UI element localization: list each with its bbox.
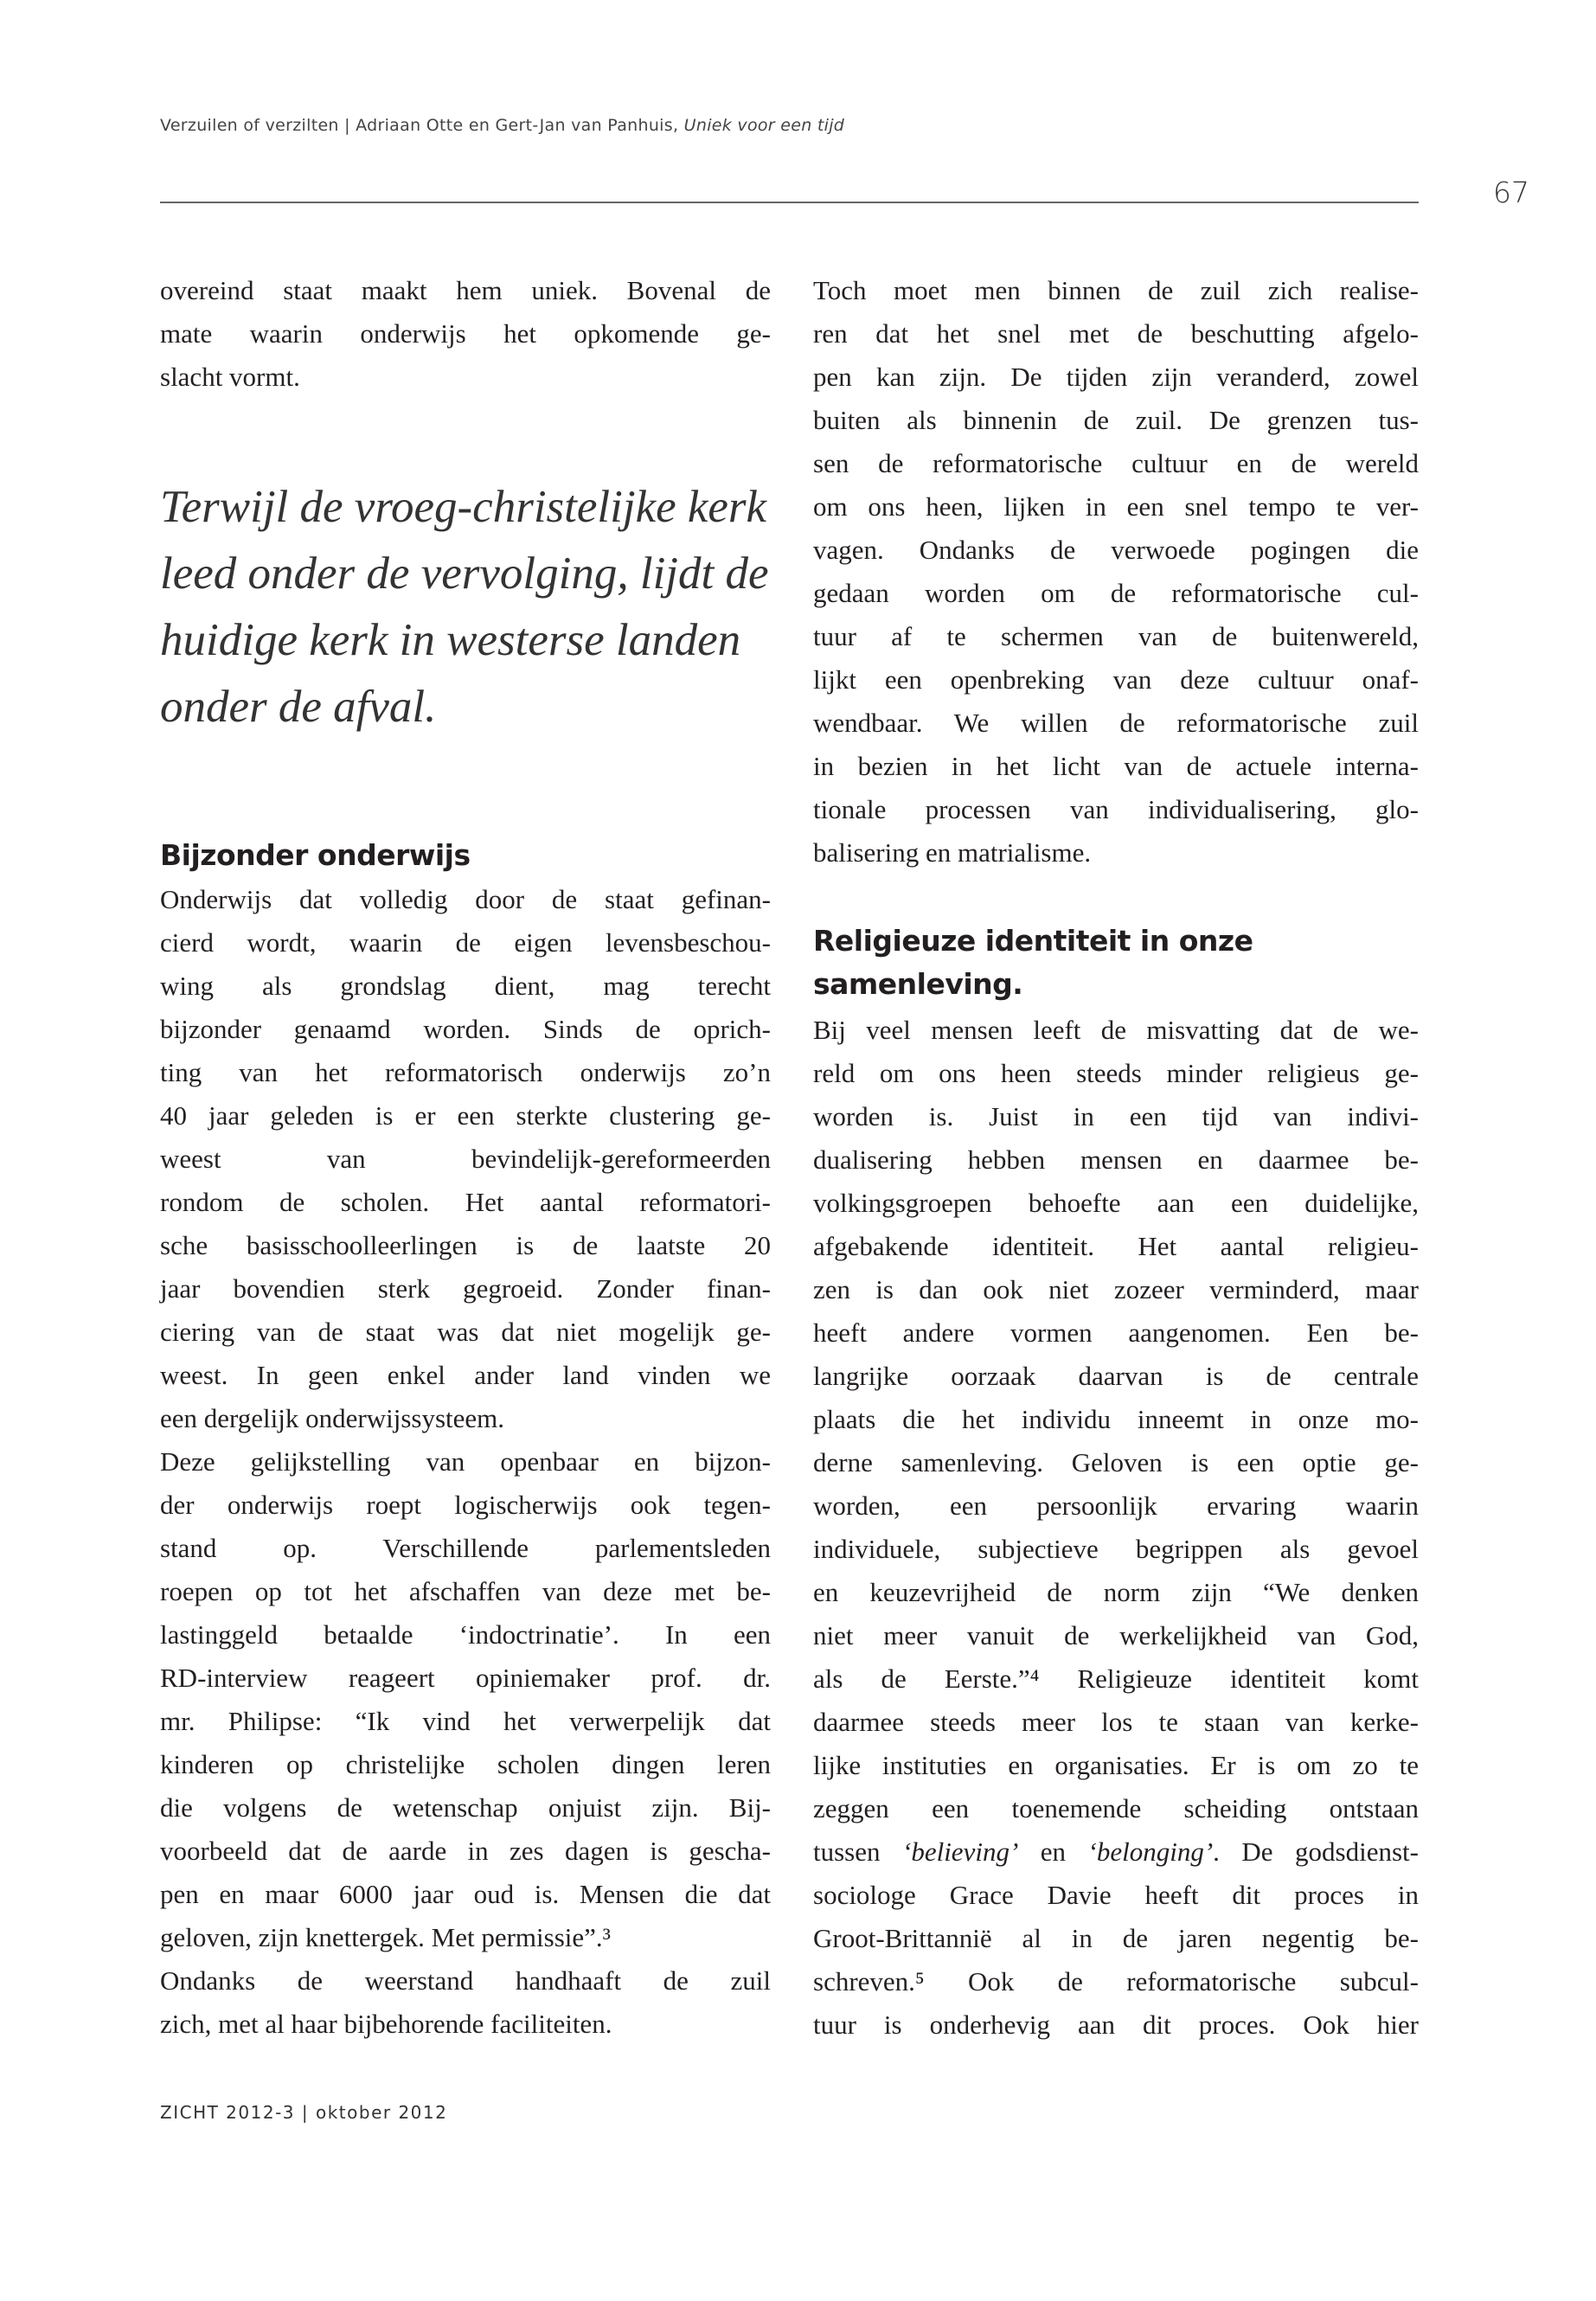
- quote-line: leed onder de vervolging, lijdt de: [160, 548, 769, 599]
- text-line: dualisering hebben mensen en daarmee be-: [813, 1144, 1419, 1175]
- text-line: weest. In geen enkel ander land vinden we: [160, 1360, 771, 1390]
- text-line: heeft andere vormen aangenomen. Een be-: [813, 1317, 1419, 1348]
- text-line: RD-interview reageert opiniemaker prof. dr.: [160, 1663, 771, 1693]
- text-segment: tussen: [813, 1836, 902, 1867]
- text-line: worden is. Juist in een tijd van indivi-: [813, 1101, 1419, 1131]
- text-line: gedaan worden om de reformatorische cul-: [813, 578, 1419, 608]
- running-header: [160, 116, 844, 135]
- header-section: Verzuilen of verzilten: [160, 116, 339, 135]
- text-line: mate waarin onderwijs het opkomende ge-: [160, 318, 771, 349]
- text-line: sociologe Grace Davie heeft dit proces in: [813, 1880, 1419, 1910]
- text-line: bijzonder genaamd worden. Sinds de oprich-: [160, 1014, 771, 1044]
- header-separator: |: [344, 116, 350, 135]
- text-line: der onderwijs roept logischerwijs ook tegen-: [160, 1490, 771, 1520]
- text-line: [813, 1830, 1419, 1874]
- text-line: jaar bovendien sterk gegroeid. Zonder finan-: [160, 1273, 771, 1304]
- text-line: Toch moet men binnen de zuil zich realise-: [813, 275, 1419, 305]
- text-line: om ons heen, lijken in een snel tempo te ver-: [813, 491, 1419, 522]
- text-line: cierd wordt, waarin de eigen levensbeschou-: [160, 927, 771, 958]
- quote-line: onder de afval.: [160, 682, 437, 732]
- text-line: slacht vormt.: [160, 362, 300, 392]
- text-line: lijkt een openbreking van deze cultuur onaf-: [813, 664, 1419, 695]
- text-line: reld om ons heen steeds minder religieus ge-: [813, 1058, 1419, 1088]
- footer-issue: ZICHT 2012-3 | oktober 2012: [160, 2102, 448, 2123]
- right-body-paragraph: [813, 1009, 1419, 2047]
- text-line: wing als grondslag dient, mag terecht: [160, 971, 771, 1001]
- text-line: pen kan zijn. De tijden zijn veranderd, zowel: [813, 362, 1419, 392]
- text-line: plaats die het individu inneemt in onze mo-: [813, 1404, 1419, 1434]
- text-line: lastinggeld betaalde ‘indoctrinatie’. In een: [160, 1619, 771, 1650]
- paragraph: [160, 1959, 771, 2046]
- text-line: daarmee steeds meer los te staan van kerke-: [813, 1707, 1419, 1737]
- right-intro-paragraph: [813, 269, 1419, 875]
- text-line: als de Eerste.”⁴ Religieuze identiteit komt: [813, 1663, 1419, 1694]
- text-line: individuele, subjectieve begrippen als gevoel: [813, 1534, 1419, 1564]
- text-line: zich, met al haar bijbehorende faciliteiten.: [160, 2009, 612, 2039]
- text-line: rondom de scholen. Het aantal reformatori-: [160, 1187, 771, 1217]
- text-line: buiten als binnenin de zuil. De grenzen tus-: [813, 405, 1419, 435]
- text-line: in bezien in het licht van de actuele interna-: [813, 751, 1419, 781]
- quote-line: Terwijl de vroeg-christelijke kerk: [160, 482, 767, 532]
- left-intro-paragraph: [160, 269, 771, 399]
- text-line: kinderen op christelijke scholen dingen leren: [160, 1749, 771, 1779]
- header-article-title: Uniek voor een tijd: [683, 116, 845, 135]
- text-line: Bij veel mensen leeft de misvatting dat de we-: [813, 1015, 1419, 1045]
- section-heading-religieuze-identiteit: [813, 920, 1253, 1006]
- text-line: stand op. Verschillende parlementsleden: [160, 1533, 771, 1563]
- text-line: mr. Philipse: “Ik vind het verwerpelijk dat: [160, 1706, 771, 1736]
- left-body: [160, 878, 771, 2046]
- text-line: worden, een persoonlijk ervaring waarin: [813, 1490, 1419, 1521]
- header-rule: [160, 202, 1419, 203]
- text-line: ciering van de staat was dat niet mogelijk ge-: [160, 1317, 771, 1347]
- text-line: overeind staat maakt hem uniek. Bovenal de: [160, 275, 771, 305]
- italic-term: ‘believing’: [902, 1836, 1019, 1867]
- text-line: langrijke oorzaak daarvan is de centrale: [813, 1361, 1419, 1391]
- paragraph: [160, 878, 771, 1440]
- text-line: die volgens de wetenschap onjuist zijn. Bij-: [160, 1792, 771, 1823]
- text-line: tuur af te schermen van de buitenwereld,: [813, 621, 1419, 651]
- text-line: voorbeeld dat de aarde in zes dagen is gescha-: [160, 1836, 771, 1866]
- pull-quote: [160, 474, 769, 740]
- text-line: afgebakende identiteit. Het aantal religieu-: [813, 1231, 1419, 1261]
- heading-line: Religieuze identiteit in onze: [813, 924, 1253, 958]
- text-line: een dergelijk onderwijssysteem.: [160, 1403, 505, 1433]
- text-segment: . De godsdienst-: [1213, 1836, 1419, 1867]
- italic-term: ‘belonging’: [1087, 1836, 1214, 1867]
- heading-line: samenleving.: [813, 967, 1023, 1001]
- text-line: zen is dan ook niet zozeer verminderd, maar: [813, 1274, 1419, 1304]
- text-line: roepen op tot het afschaffen van deze met be-: [160, 1576, 771, 1606]
- text-line: balisering en matrialisme.: [813, 837, 1092, 868]
- text-line: tionale processen van individualisering, glo-: [813, 794, 1419, 824]
- text-line: wendbaar. We willen de reformatorische zuil: [813, 708, 1419, 738]
- text-segment: en: [1018, 1836, 1088, 1867]
- paragraph: [160, 1440, 771, 1959]
- text-line: en keuzevrijheid de norm zijn “We denken: [813, 1577, 1419, 1607]
- text-line: Deze gelijkstelling van openbaar en bijzon-: [160, 1446, 771, 1477]
- text-line: schreven.⁵ Ook de reformatorische subcul-: [813, 1966, 1419, 1997]
- text-line: geloven, zijn knettergek. Met permissie”.³: [160, 1922, 611, 1952]
- text-line: derne samenleving. Geloven is een optie ge-: [813, 1447, 1419, 1477]
- text-line: Onderwijs dat volledig door de staat gefinan-: [160, 884, 771, 914]
- quote-line: huidige kerk in westerse landen: [160, 615, 741, 665]
- text-line: lijke instituties en organisaties. Er is om zo te: [813, 1750, 1419, 1780]
- text-line: ting van het reformatorisch onderwijs zo’n: [160, 1057, 771, 1087]
- text-line: niet meer vanuit de werkelijkheid van God,: [813, 1620, 1419, 1650]
- text-line: sche basisschoolleerlingen is de laatste 20: [160, 1230, 771, 1260]
- header-authors: Adriaan Otte en Gert-Jan van Panhuis,: [356, 116, 679, 135]
- text-line: volkingsgroepen behoefte aan een duidelijke,: [813, 1188, 1419, 1218]
- text-line: 40 jaar geleden is er een sterkte clustering ge-: [160, 1100, 771, 1131]
- text-line: sen de reformatorische cultuur en de wereld: [813, 448, 1419, 478]
- text-line: zeggen een toenemende scheiding ontstaan: [813, 1793, 1419, 1823]
- page-number: 67: [1493, 176, 1529, 209]
- text-line: weest van bevindelijk-gereformeerden: [160, 1144, 771, 1174]
- text-line: pen en maar 6000 jaar oud is. Mensen die dat: [160, 1879, 771, 1909]
- text-line: vagen. Ondanks de verwoede pogingen die: [813, 535, 1419, 565]
- text-line: ren dat het snel met de beschutting afgelo-: [813, 318, 1419, 349]
- text-line: Groot-Brittannië al in de jaren negentig be-: [813, 1923, 1419, 1953]
- section-heading-bijzonder-onderwijs: Bijzonder onderwijs: [160, 838, 471, 872]
- text-line: tuur is onderhevig aan dit proces. Ook hier: [813, 2009, 1419, 2040]
- text-line: Ondanks de weerstand handhaaft de zuil: [160, 1965, 771, 1996]
